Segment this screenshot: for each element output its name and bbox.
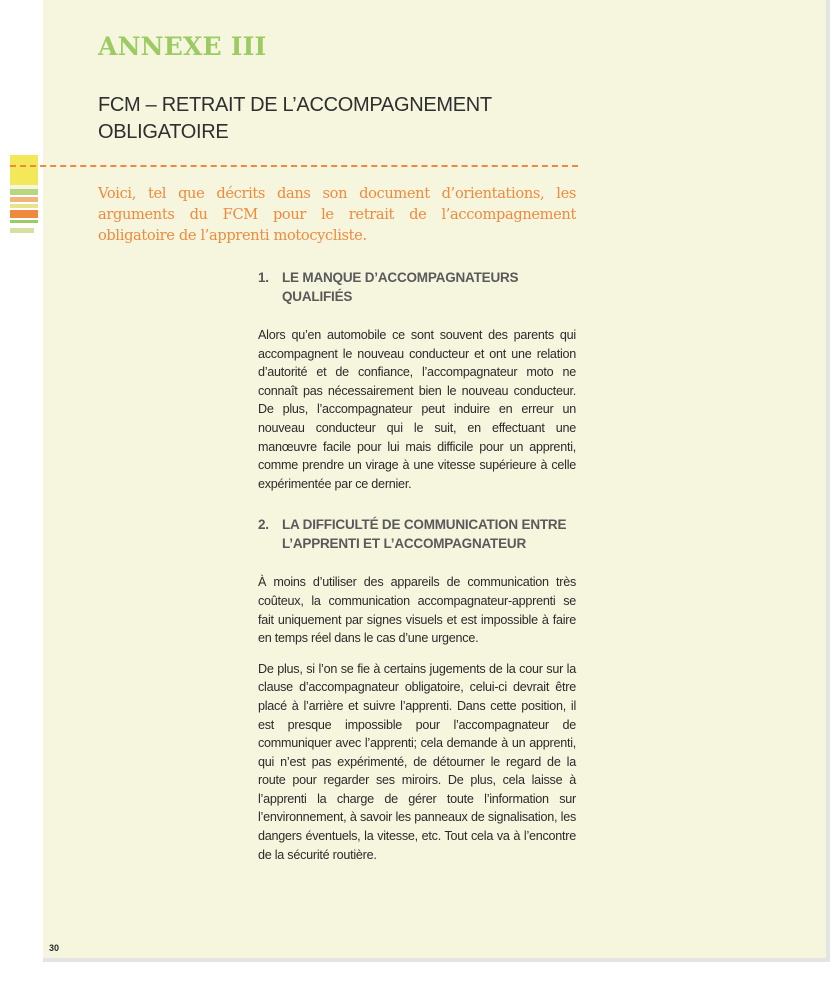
body-paragraph: À moins d’utiliser des appareils de communication très coûteux, la communication accompagnateur-apprenti se fait uniquement par signes visuels et est impossible à faire en temps réel dans le cas d’une urgence.	[258, 575, 576, 646]
dashed-divider	[10, 165, 578, 167]
body-column	[258, 268, 576, 864]
section-heading-1	[258, 268, 576, 306]
decorative-stripes-icon	[10, 155, 38, 237]
section-heading-text: LA DIFFICULTÉ DE COMMUNICATION ENTRE L’APPRENTI ET L’ACCOMPAGNATEUR	[282, 517, 567, 552]
intro-paragraph: Voici, tel que décrits dans son document d’orientations, les arguments du FCM pour le retrait de l’accompagnement obligatoire de l’apprenti motocycliste.	[98, 185, 576, 244]
page-shadow-right	[826, 0, 830, 958]
section-heading-2	[258, 515, 576, 553]
annexe-title: ANNEXE III	[98, 32, 267, 61]
page-shadow-bottom	[43, 958, 830, 962]
section-number: 2.	[258, 517, 269, 533]
body-paragraph: Alors qu’en automobile ce sont souvent des parents qui accompagnent le nouveau conducteur et ont une relation d’autorité et de confiance, l’accompagnateur moto ne connaît pas nécessairement bien le nouveau conducteur. De plus, l’accompagnateur peut induire en erreur un nouveau conducteur qui le suit, en effectuant une manœuvre facile pour lui mais difficile pour un apprenti, comme prendre un virage à une vitesse supérieure à celle expérimentée par ce dernier.	[258, 328, 576, 491]
section-heading-text: LE MANQUE D’ACCOMPAGNATEURS QUALIFIÉS	[282, 270, 519, 304]
page-number: 30	[49, 943, 60, 953]
section-title: FCM – RETRAIT DE L’ACCOMPAGNEMENT OBLIGATOIRE	[98, 94, 492, 143]
section-number: 1.	[258, 270, 269, 285]
body-paragraph: De plus, si l’on se fie à certains jugements de la cour sur la clause d’accompagnateur obligatoire, celui-ci devrait être placé à l’arrière et suivre l’apprenti. Dans cette position, il est presque impossible pour l’accompagnateur de communiquer avec l’apprenti; cela demande à un apprenti, qui n’est pas expérimenté, de détourner le regard de la route pour regarder ses miroirs. De plus, cela laisse à l’apprenti la charge de gérer toute l’information sur l’environnement, à savoir les panneaux de signalisation, les dangers éventuels, la vitesse, etc. Tout cela va à l’encontre de la sécurité routière.	[258, 661, 576, 862]
